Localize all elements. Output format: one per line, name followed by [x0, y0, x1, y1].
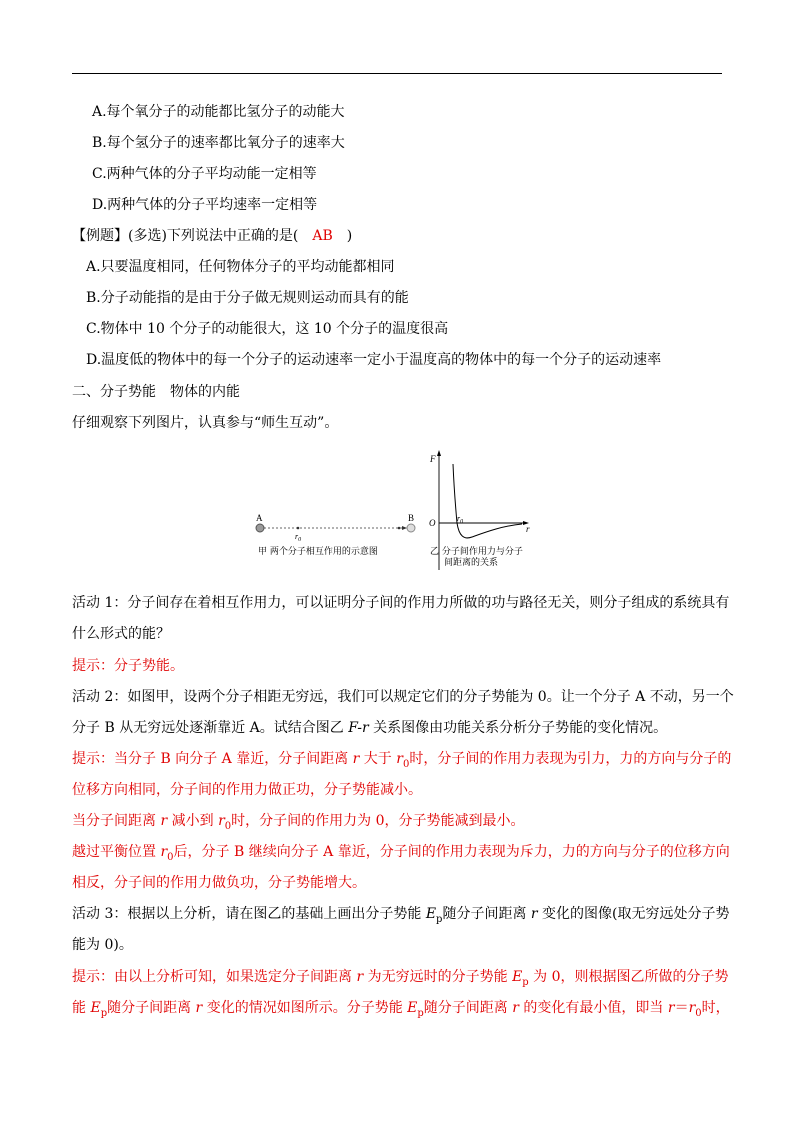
force-curve	[453, 464, 522, 538]
arrow-head	[402, 526, 407, 530]
act1-hint: 提示：分子势能。	[72, 658, 184, 674]
label-a: A	[256, 513, 263, 523]
option-prev-d: D.两种气体的分子平均速率一定相等	[92, 197, 318, 213]
label-b: B	[408, 513, 415, 523]
header-rule	[72, 73, 722, 74]
label-origin: O	[429, 518, 436, 528]
act3-hint-2: 能 $E_p$随分子间距离 r 变化的情况如图所示。分子势能 $E_p$随分子间距离 r 的变化有最小值，即当 $r=r_0$时，	[72, 1000, 730, 1019]
act2-hint-3: 当分子间距离 r 减小到 $r_0$时，分子间的作用力为 0，分子势能减到最小。	[72, 813, 525, 832]
example-close: )	[346, 228, 353, 244]
option-example-a: A.只要温度相同，任何物体分子的平均动能都相同	[86, 259, 395, 275]
molecule-figure	[250, 448, 546, 576]
label-r0-left: $r_0$	[295, 532, 302, 543]
example-lead: 【例题】(多选)下列说法中正确的是(	[72, 228, 299, 244]
act3-hint-1: 提示：由以上分析可知，如果选定分子间距离 r 为无穷远时的分子势能 $E_p$ 为 0，则根据图乙所做的分子势	[72, 969, 729, 988]
act1-line1: 活动 1：分子间存在着相互作用力，可以证明分子间的作用力所做的功与路径无关，则分子组成的系统具有	[72, 595, 730, 611]
act3-line2: 能为 0)。	[72, 937, 133, 953]
observe-text: 仔细观察下列图片，认真参与“师生互动”。	[72, 415, 339, 431]
label-r0-right: $r_0$	[457, 514, 464, 525]
act2-hint-2: 位移方向相同，分子间的作用力做正功，分子势能减小。	[72, 782, 422, 798]
act2-hint-4: 越过平衡位置 $r_0$后，分子 B 继续向分子 A 靠近，分子间的作用力表现为斥力，力的方向与分子的位移方向	[72, 844, 730, 863]
figure-svg	[250, 448, 546, 576]
option-prev-a: A.每个氧分子的动能都比氢分子的动能大	[92, 104, 345, 120]
example-question	[72, 226, 352, 246]
option-example-b: B.分子动能指的是由于分子做无规则运动而具有的能	[86, 290, 409, 306]
section-title: 二、分子势能 物体的内能	[72, 384, 240, 400]
molecule-b	[407, 524, 415, 532]
label-f: F	[430, 454, 436, 464]
caption-right-1: 乙 分子间作用力与分子	[430, 547, 523, 557]
act2-line2: 分子 B 从无穷远处逐渐靠近 A。试结合图乙 F-r 关系图像由功能关系分析分子势能的变化情况。	[72, 720, 668, 736]
option-example-d: D.温度低的物体中的每一个分子的运动速率一定小于温度高的物体中的每一个分子的运动速率	[86, 352, 662, 368]
act2-hint-5: 相反，分子间的作用力做负功，分子势能增大。	[72, 875, 366, 891]
option-prev-c: C.两种气体的分子平均动能一定相等	[92, 166, 317, 182]
option-example-c: C.物体中 10 个分子的动能很大，这 10 个分子的温度很高	[86, 321, 449, 337]
molecule-a	[256, 524, 264, 532]
act2-hint-1: 提示：当分子 B 向分子 A 靠近，分子间距离 r 大于 $r_0$时，分子间的作用力表现为引力，力的方向与分子的	[72, 751, 732, 770]
act1-line2: 什么形式的能？	[72, 626, 170, 642]
r0-point	[297, 527, 300, 530]
label-r: r	[526, 524, 530, 534]
example-answer: AB	[312, 228, 333, 244]
caption-left: 甲 两个分子相互作用的示意图	[258, 547, 378, 557]
f-axis-arrow	[437, 450, 441, 456]
act2-line1: 活动 2：如图甲，设两个分子相距无穷远，我们可以规定它们的分子势能为 0。让一个分子 A 不动，另一个	[72, 689, 734, 705]
option-prev-b: B.每个氢分子的速率都比氧分子的速率大	[92, 135, 345, 151]
b-point	[398, 527, 401, 530]
caption-right-2: 间距离的关系	[444, 558, 499, 568]
act3-line1: 活动 3：根据以上分析，请在图乙的基础上画出分子势能 $E_p$随分子间距离 r 变化的图像(取无穷远处分子势	[72, 906, 730, 925]
